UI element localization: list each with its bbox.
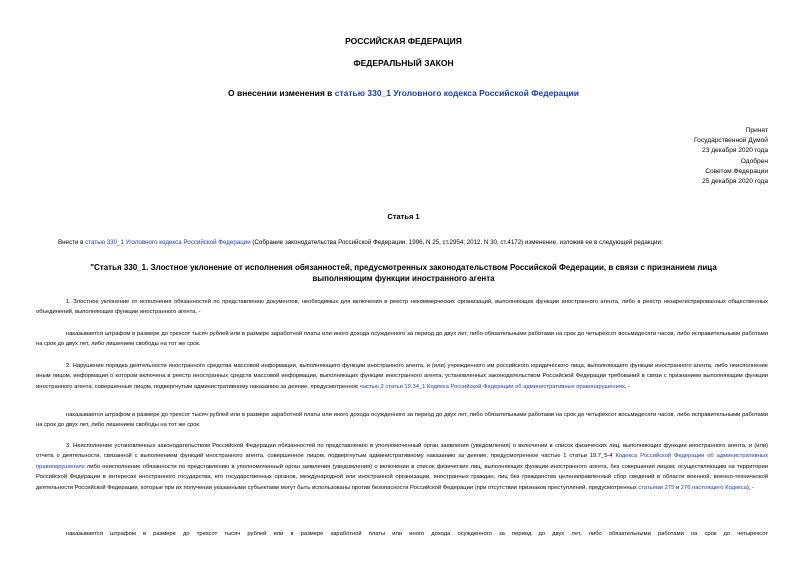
paragraph-3 (36, 441, 768, 493)
approved-label: Одобрен (740, 157, 768, 165)
paragraph-3-punishment: наказывается штрафом в размере до трехсот тысяч рублей или в размере заработной платы или иного дохода осужденного за период до двух лет, либо обязательными работами на срок до четырехсот (66, 531, 768, 537)
paragraph-2-end: , - (624, 383, 631, 390)
paragraph-3-part-d: ), - (746, 484, 755, 491)
paragraph-3-part-c: и (674, 484, 681, 491)
approved-date: 25 декабря 2020 года (702, 178, 768, 186)
country-heading: РОССИЙСКАЯ ФЕДЕРАЦИЯ (345, 36, 462, 46)
intro-prefix: Внести в (58, 239, 86, 246)
paragraph-2 (36, 361, 768, 392)
paragraph-3-link-276[interactable]: 276 настоящего Кодекса (680, 484, 747, 491)
intro-link[interactable]: статью 330_1 Уголовного кодекса Российской Федерации (85, 239, 251, 246)
new-article-title (0, 262, 807, 284)
law-title-link[interactable]: статью 330_1 Уголовного кодекса Российской Федерации (334, 88, 579, 98)
paragraph-3-link-koap[interactable]: Кодекса Российской Федерации об административных правонарушениях (36, 453, 768, 470)
new-article-title-line1: "Статья 330_1. Злостное уклонение от исполнения обязанностей, предусмотренных законодательством Российской Федерации, в связи с признанием лица (90, 263, 717, 272)
new-article-title-line2: выполняющим функции иностранного агента (312, 274, 495, 283)
adopted-label: Принят (745, 127, 768, 134)
paragraph-2-punishment: наказывается штрафом в размере до трехсот тысяч рублей или в размере заработной платы или иного дохода осужденного за период до двух лет, либо обязательными работами на срок до четырехсот восьмидесяти часов, либо исправительными работами на срок до двух лет, либо лишением свободы на тот же срок. (36, 412, 768, 429)
paragraph-1: 1. Злостное уклонение от исполнения обязанностей по представлению документов, необходимых для включения в реестр некоммерческих организаций, выполняющих функции иностранного агента, либо в реестр незарегистрированных общественных объединений, выполняющих функции иностранного агента, - (36, 299, 768, 316)
paragraph-2-text: 2. Нарушение порядка деятельности иностранного средства массовой информации, выполняющего функции иностранного агента, и (или) учрежденного им российского юридического лица, выполняющего функции иностранного агента, либо неисполнение иным лицом, информация о котором включена в реестр иностранных средств массовой информации, выполняющих функции иностранного агента, установленных законодательством Российской Федерации требований в связи с признанием выполняющим функции иностранного агента, совершенные лицом, подвергнутым административному наказанию за деяние, предусмотренное (36, 363, 768, 390)
adopted-date: 23 декабря 2020 года (702, 147, 768, 155)
law-title (0, 88, 807, 98)
paragraph-2-link[interactable]: частью 2 статьи 19.34_1 Кодекса Российской Федерации об административных правонарушениях (359, 383, 625, 390)
adoption-block (560, 126, 768, 187)
adopted-by: Государственной Думой (694, 137, 768, 145)
paragraph-1-punishment: наказывается штрафом в размере до трехсот тысяч рублей или в размере заработной платы или иного дохода осужденного за период до двух лет, либо обязательными работами на срок до четырехсот восьмидесяти часов, либо исправительными работами на срок до двух лет, либо лишением свободы на тот же срок. (36, 331, 768, 348)
intro-suffix: (Собрание законодательства Российской Федерации, 1996, N 25, ст.2954; 2012, N 30, ст.4172) изменение, изложив ее в следующей редакции: (250, 239, 663, 246)
paragraph-3-part-a: 3. Неисполнение установленных законодательством Российской Федерации обязанностей по представлению в уполномоченный орган заявления (уведомления) о включении в список физических лиц, выполняющих функции иностранного агента, и (или) отчета о деятельности, связанной с выполнением функций иностранного агента, совершенное лицом, подвергнутым административному наказанию за деяние, предусмотренное частью 1 статьи 19.7_5-4 (36, 443, 768, 460)
law-title-prefix: О внесении изменения в (228, 88, 335, 98)
law-type-heading: ФЕДЕРАЛЬНЫЙ ЗАКОН (353, 58, 454, 68)
paragraph-3-link-275[interactable]: статьями 275 (638, 484, 675, 491)
article-heading: Статья 1 (387, 212, 420, 221)
article-intro (58, 239, 770, 246)
paragraph-3-part-b: либо неисполнение обязанности по представлению в уполномоченный орган заявления (уведомления) о включении в список физических лиц, выполняющих функции иностранного агента, без совершения лицом, осуществляющим на территории Российской Федерации в интересах иностранного государства, его государственных органов, международной или иностранной организации, иностранных граждан, лиц без гражданства целенаправленный сбор сведений в области военной, военно-технической деятельности Российской Федерации, которые при их получении указанными субъектами могут быть использованы против безопасности Российской Федерации (при отсутствии признаков преступлений, предусмотренных (36, 463, 768, 491)
approved-by: Советом Федерации (705, 167, 768, 175)
